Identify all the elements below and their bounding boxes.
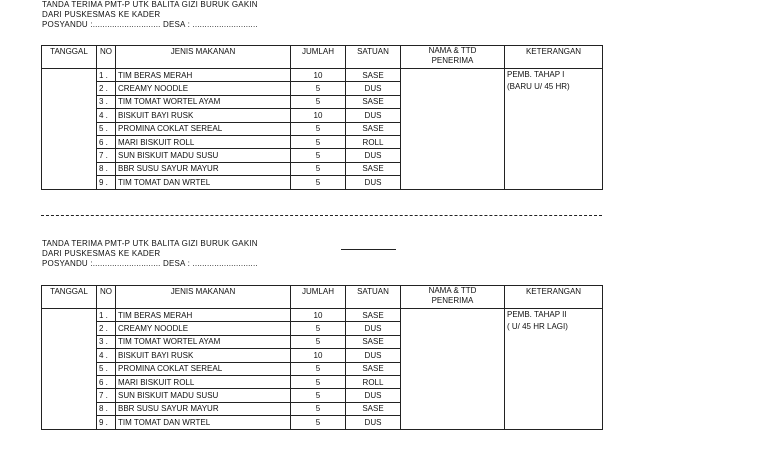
row-item: SUN BISKUIT MADU SUSU xyxy=(116,149,291,162)
keterangan-line: PEMB. TAHAP I xyxy=(507,70,565,79)
row-item: CREAMY NOODLE xyxy=(116,322,291,335)
row-qty: 5 xyxy=(291,375,346,388)
row-item: BISKUIT BAYI RUSK xyxy=(116,109,291,122)
row-no: 2 . xyxy=(97,322,116,335)
row-unit: ROLL xyxy=(346,135,401,148)
keterangan-cell xyxy=(505,69,603,190)
row-qty: 5 xyxy=(291,176,346,189)
col-jumlah: JUMLAH xyxy=(291,286,346,309)
row-no: 9 . xyxy=(97,416,116,429)
col-jenis-makanan: JENIS MAKANAN xyxy=(116,286,291,309)
table-header-row xyxy=(42,46,603,69)
row-qty: 10 xyxy=(291,349,346,362)
row-no: 6 . xyxy=(97,135,116,148)
row-qty: 5 xyxy=(291,402,346,415)
heading-source: DARI PUSKESMAS KE KADER xyxy=(42,10,161,19)
row-item: SUN BISKUIT MADU SUSU xyxy=(116,389,291,402)
col-keterangan: KETERANGAN xyxy=(505,286,603,309)
col-jenis-makanan: JENIS MAKANAN xyxy=(116,46,291,69)
row-item: TIM TOMAT DAN WRTEL xyxy=(116,416,291,429)
col-nama-ttd: NAMA & TTD PENERIMA xyxy=(401,46,505,69)
col-tanggal: TANGGAL xyxy=(42,46,97,69)
col-no: NO xyxy=(97,46,116,69)
heading-posyandu-desa: POSYANDU :............................ DESA : ........................... xyxy=(42,20,258,29)
cut-line-divider xyxy=(41,215,602,216)
heading-posyandu-desa: POSYANDU :............................ DESA : ........................... xyxy=(42,259,258,268)
row-item: TIM BERAS MERAH xyxy=(116,69,291,82)
row-qty: 10 xyxy=(291,109,346,122)
row-qty: 5 xyxy=(291,82,346,95)
section2-heading xyxy=(42,239,258,269)
row-no: 5 . xyxy=(97,122,116,135)
row-item: BBR SUSU SAYUR MAYUR xyxy=(116,162,291,175)
row-unit: SASE xyxy=(346,402,401,415)
tanggal-cell xyxy=(42,309,97,430)
row-item: MARI BISKUIT ROLL xyxy=(116,375,291,388)
row-unit: DUS xyxy=(346,416,401,429)
row-no: 7 . xyxy=(97,389,116,402)
row-unit: SASE xyxy=(346,335,401,348)
row-qty: 5 xyxy=(291,162,346,175)
col-keterangan: KETERANGAN xyxy=(505,46,603,69)
row-no: 3 . xyxy=(97,335,116,348)
row-qty: 5 xyxy=(291,389,346,402)
row-no: 8 . xyxy=(97,402,116,415)
row-unit: SASE xyxy=(346,122,401,135)
table-row xyxy=(42,309,603,322)
row-qty: 5 xyxy=(291,122,346,135)
row-qty: 5 xyxy=(291,149,346,162)
row-item: CREAMY NOODLE xyxy=(116,82,291,95)
col-satuan: SATUAN xyxy=(346,46,401,69)
row-qty: 5 xyxy=(291,362,346,375)
row-qty: 5 xyxy=(291,416,346,429)
row-qty: 5 xyxy=(291,322,346,335)
col-no: NO xyxy=(97,286,116,309)
dash-mark xyxy=(341,249,396,250)
col-tanggal: TANGGAL xyxy=(42,286,97,309)
row-no: 1 . xyxy=(97,69,116,82)
row-item: TIM TOMAT WORTEL AYAM xyxy=(116,95,291,108)
row-item: TIM BERAS MERAH xyxy=(116,309,291,322)
row-no: 4 . xyxy=(97,109,116,122)
row-unit: DUS xyxy=(346,109,401,122)
keterangan-line: PEMB. TAHAP II xyxy=(507,310,567,319)
section1-heading xyxy=(42,0,258,30)
keterangan-line: ( U/ 45 HR LAGI) xyxy=(507,322,568,332)
row-item: BBR SUSU SAYUR MAYUR xyxy=(116,402,291,415)
row-unit: DUS xyxy=(346,176,401,189)
row-unit: DUS xyxy=(346,322,401,335)
row-unit: SASE xyxy=(346,95,401,108)
row-unit: DUS xyxy=(346,82,401,95)
col-nama-ttd: NAMA & TTD PENERIMA xyxy=(401,286,505,309)
row-qty: 5 xyxy=(291,95,346,108)
signature-cell xyxy=(401,309,505,430)
receipt-table-2 xyxy=(41,285,603,430)
heading-title: TANDA TERIMA PMT-P UTK BALITA GIZI BURUK GAKIN xyxy=(42,239,258,248)
row-unit: ROLL xyxy=(346,375,401,388)
row-no: 8 . xyxy=(97,162,116,175)
row-item: MARI BISKUIT ROLL xyxy=(116,135,291,148)
row-qty: 5 xyxy=(291,335,346,348)
col-satuan: SATUAN xyxy=(346,286,401,309)
signature-cell xyxy=(401,69,505,190)
row-no: 7 . xyxy=(97,149,116,162)
col-jumlah: JUMLAH xyxy=(291,46,346,69)
row-unit: DUS xyxy=(346,349,401,362)
row-no: 4 . xyxy=(97,349,116,362)
keterangan-line: (BARU U/ 45 HR) xyxy=(507,82,570,92)
row-unit: SASE xyxy=(346,69,401,82)
row-qty: 10 xyxy=(291,69,346,82)
row-unit: SASE xyxy=(346,309,401,322)
keterangan-cell xyxy=(505,309,603,430)
row-unit: SASE xyxy=(346,362,401,375)
row-item: BISKUIT BAYI RUSK xyxy=(116,349,291,362)
row-unit: DUS xyxy=(346,149,401,162)
row-unit: DUS xyxy=(346,389,401,402)
heading-source: DARI PUSKESMAS KE KADER xyxy=(42,249,161,258)
tanggal-cell xyxy=(42,69,97,190)
row-no: 5 . xyxy=(97,362,116,375)
receipt-table-1 xyxy=(41,45,603,190)
row-no: 2 . xyxy=(97,82,116,95)
row-item: PROMINA COKLAT SEREAL xyxy=(116,362,291,375)
row-qty: 5 xyxy=(291,135,346,148)
row-item: TIM TOMAT WORTEL AYAM xyxy=(116,335,291,348)
table-header-row xyxy=(42,286,603,309)
row-item: PROMINA COKLAT SEREAL xyxy=(116,122,291,135)
row-no: 3 . xyxy=(97,95,116,108)
row-qty: 10 xyxy=(291,309,346,322)
row-no: 1 . xyxy=(97,309,116,322)
heading-title: TANDA TERIMA PMT-P UTK BALITA GIZI BURUK GAKIN xyxy=(42,0,258,9)
row-no: 6 . xyxy=(97,375,116,388)
row-item: TIM TOMAT DAN WRTEL xyxy=(116,176,291,189)
table-row xyxy=(42,69,603,82)
row-unit: SASE xyxy=(346,162,401,175)
row-no: 9 . xyxy=(97,176,116,189)
